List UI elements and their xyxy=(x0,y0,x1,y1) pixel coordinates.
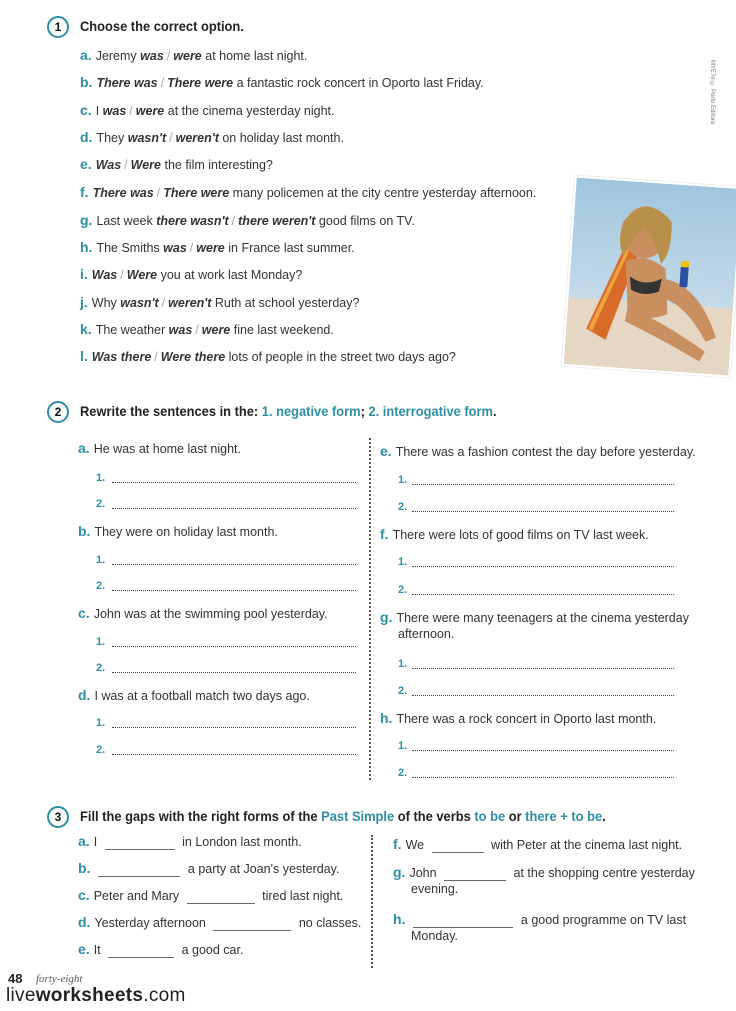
option-2[interactable]: were xyxy=(201,323,231,337)
item-letter: b. xyxy=(78,860,91,876)
answer-line-2[interactable] xyxy=(112,590,356,591)
answer-line-2[interactable] xyxy=(112,508,356,509)
answer-line-2[interactable] xyxy=(412,594,674,595)
exercise-3-title-or: or xyxy=(505,808,526,824)
brand-logo xyxy=(6,985,186,1007)
exercise-3-title xyxy=(80,808,606,824)
sentence-text: They were on holiday last month. xyxy=(94,525,278,539)
item-letter: g. xyxy=(393,864,406,880)
option-1[interactable]: there wasn't xyxy=(156,214,229,228)
answer-gap[interactable] xyxy=(432,838,484,853)
item-text-after: fine last weekend. xyxy=(230,323,334,337)
exercise-3-item xyxy=(78,914,361,931)
exercise-2-title-separator: ; xyxy=(360,403,369,419)
item-letter: j. xyxy=(80,294,88,310)
option-1[interactable]: wasn't xyxy=(127,131,167,145)
item-text-after: in London last month. xyxy=(178,835,302,849)
exercise-3-title-there-to-be: there + to be xyxy=(525,808,603,824)
exercise-1-number: 1 xyxy=(47,16,69,38)
item-text-before: We xyxy=(405,838,428,852)
item-text-after: with Peter at the cinema last night. xyxy=(487,838,683,852)
item-letter: e. xyxy=(80,156,92,172)
answer-label-1: 1. xyxy=(398,556,408,568)
item-letter: i. xyxy=(80,266,88,282)
exercise-1-title: Choose the correct option. xyxy=(80,18,244,34)
exercise-3-number: 3 xyxy=(47,806,69,828)
exercise-1-item xyxy=(80,212,415,228)
option-1[interactable]: was xyxy=(168,323,193,337)
exercise-2-sentence xyxy=(78,605,328,621)
item-text-before: It xyxy=(93,943,105,957)
option-2[interactable]: Were there xyxy=(160,350,226,364)
item-letter: b. xyxy=(80,74,93,90)
item-letter: c. xyxy=(80,102,92,118)
exercise-3-item xyxy=(78,887,343,904)
item-letter: a. xyxy=(78,833,90,849)
option-separator: / xyxy=(195,323,199,337)
item-text-after: Ruth at school yesterday? xyxy=(211,296,360,310)
answer-line-2[interactable] xyxy=(112,754,356,755)
item-letter: h. xyxy=(393,911,406,927)
item-text-after: a good programme on TV last xyxy=(517,913,687,927)
option-1[interactable]: There was xyxy=(96,76,158,90)
answer-gap[interactable] xyxy=(213,916,291,931)
exercise-1-item xyxy=(80,156,273,172)
item-letter: d. xyxy=(78,914,91,930)
item-text-after: a fantastic rock concert in Oporto last Friday. xyxy=(233,76,484,90)
item-text-continued: evening. xyxy=(411,882,459,896)
option-separator: / xyxy=(160,76,165,90)
option-2[interactable]: weren't xyxy=(175,131,219,145)
item-letter: a. xyxy=(80,47,92,63)
item-letter: c. xyxy=(78,887,90,903)
sentence-letter: e. xyxy=(380,443,392,459)
answer-label-1: 1. xyxy=(96,554,106,566)
exercise-2-sentence xyxy=(380,609,689,625)
option-2[interactable]: were xyxy=(196,241,225,255)
exercise-3-item xyxy=(78,833,302,850)
page-number-words: forty-eight xyxy=(36,973,83,985)
exercise-2-title-interrogative: 2. interrogative form xyxy=(368,403,494,419)
answer-label-2: 2. xyxy=(398,501,408,513)
photo-girl-on-beach xyxy=(562,175,736,377)
exercise-1-item xyxy=(80,294,359,310)
option-1[interactable]: was xyxy=(102,104,127,118)
item-letter: f. xyxy=(80,184,89,200)
item-text-after: a party at Joan's yesterday. xyxy=(184,862,340,876)
answer-label-2: 2. xyxy=(398,685,408,697)
answer-gap[interactable] xyxy=(108,943,174,958)
exercise-1-item xyxy=(80,74,484,90)
answer-gap[interactable] xyxy=(98,862,180,877)
item-letter: g. xyxy=(80,212,93,228)
item-text-before: Last week xyxy=(96,214,157,228)
item-letter: e. xyxy=(78,941,90,957)
exercise-1-item xyxy=(80,129,344,145)
beach-photo-illustration xyxy=(564,177,736,375)
exercise-2-sentence xyxy=(380,443,696,459)
exercise-3-title-past-simple: Past Simple xyxy=(321,808,395,824)
item-text-before: I xyxy=(95,104,103,118)
option-separator: / xyxy=(129,104,133,118)
item-text-before: Why xyxy=(91,296,121,310)
sentence-letter: d. xyxy=(78,687,91,703)
option-separator: / xyxy=(156,186,161,200)
item-text-before: Peter and Mary xyxy=(93,889,183,903)
item-text-after: lots of people in the street two days ago? xyxy=(225,350,456,364)
item-text-continued: Monday. xyxy=(411,929,459,943)
exercise-2-sentence xyxy=(78,440,241,456)
item-text-before: The Smiths xyxy=(96,241,164,255)
answer-label-1: 1. xyxy=(96,717,106,729)
answer-line-1[interactable] xyxy=(412,484,674,485)
sentence-letter: g. xyxy=(380,609,393,625)
item-text-after: in France last summer. xyxy=(224,241,355,255)
item-text-after: many policemen at the city centre yesterday afternoon. xyxy=(229,186,537,200)
exercise-2-sentence xyxy=(78,523,278,539)
exercise-2-title-text: Rewrite the sentences in the: xyxy=(80,403,262,419)
item-letter: f. xyxy=(393,836,402,852)
option-separator: / xyxy=(161,296,166,310)
exercise-3-title-text: Fill the gaps with the right forms of the xyxy=(80,808,322,824)
item-text-after: at the shopping centre yesterday xyxy=(510,866,695,880)
exercise-3-column-divider xyxy=(371,835,373,968)
option-separator: / xyxy=(169,131,173,145)
answer-gap[interactable] xyxy=(187,889,255,904)
answer-line-1[interactable] xyxy=(412,668,674,669)
exercise-1-item xyxy=(80,239,355,255)
sentence-text: There were many teenagers at the cinema yesterday xyxy=(396,611,689,625)
item-text-after: the film interesting? xyxy=(161,158,273,172)
answer-line-1[interactable] xyxy=(412,566,674,567)
item-text-after: no classes. xyxy=(295,916,362,930)
exercise-2-title-end: . xyxy=(493,403,497,419)
option-2[interactable]: weren't xyxy=(168,296,212,310)
exercise-3-title-mid: of the verbs xyxy=(394,808,475,824)
answer-label-2: 2. xyxy=(96,580,106,592)
option-2[interactable]: there weren't xyxy=(238,214,316,228)
option-1[interactable]: Was there xyxy=(91,350,152,364)
item-text-before: Jeremy xyxy=(95,49,141,63)
exercise-2-sentence xyxy=(380,710,656,726)
copyright-side-text: MYE7e © Porto Editora xyxy=(709,60,715,125)
option-2[interactable]: There were xyxy=(167,76,234,90)
exercise-2-sentence xyxy=(380,526,649,542)
option-1[interactable]: wasn't xyxy=(120,296,159,310)
item-letter: k. xyxy=(80,321,92,337)
sentence-letter: h. xyxy=(380,710,393,726)
exercise-3-item xyxy=(78,860,339,877)
item-text-after: good films on TV. xyxy=(315,214,415,228)
option-separator: / xyxy=(120,268,124,282)
exercise-2-sentence xyxy=(78,687,310,703)
option-1[interactable]: Was xyxy=(91,268,118,282)
option-2[interactable]: There were xyxy=(163,186,230,200)
option-separator: / xyxy=(124,158,128,172)
option-1[interactable]: There was xyxy=(92,186,154,200)
sentence-text: There was a rock concert in Oporto last month. xyxy=(396,712,657,726)
exercise-3-item xyxy=(393,911,686,928)
exercise-3-item xyxy=(78,941,243,958)
sentence-letter: f. xyxy=(380,526,389,542)
option-2[interactable]: were xyxy=(135,104,165,118)
exercise-3-item-continued xyxy=(411,882,458,896)
item-letter: d. xyxy=(80,129,93,145)
item-text-before: Yesterday afternoon xyxy=(94,916,210,930)
option-separator: / xyxy=(154,350,158,364)
option-2[interactable]: Were xyxy=(130,158,161,172)
answer-line-1[interactable] xyxy=(112,727,356,728)
answer-label-1: 1. xyxy=(398,740,408,752)
answer-label-1: 1. xyxy=(96,472,106,484)
exercise-1-item xyxy=(80,184,536,200)
exercise-3-title-to-be: to be xyxy=(474,808,506,824)
sentence-text: There were lots of good films on TV last week. xyxy=(392,528,649,542)
answer-label-1: 1. xyxy=(398,658,408,670)
item-text-after: a good car. xyxy=(178,943,244,957)
item-text-before: The weather xyxy=(95,323,169,337)
sentence-text: He was at home last night. xyxy=(93,442,241,456)
answer-line-1[interactable] xyxy=(412,750,674,751)
answer-label-2: 2. xyxy=(398,767,408,779)
answer-line-2[interactable] xyxy=(112,672,356,673)
sentence-letter: c. xyxy=(78,605,90,621)
answer-line-2[interactable] xyxy=(412,777,674,778)
answer-label-2: 2. xyxy=(96,498,106,510)
answer-gap[interactable] xyxy=(444,866,506,881)
exercise-1-item xyxy=(80,348,456,364)
brand-pre: live xyxy=(6,985,36,1006)
item-text-before: They xyxy=(96,131,128,145)
item-text-after: on holiday last month. xyxy=(218,131,344,145)
option-separator: / xyxy=(231,214,236,228)
option-2[interactable]: were xyxy=(173,49,202,63)
exercise-1-item xyxy=(80,102,335,118)
item-text-after: at the cinema yesterday night. xyxy=(164,104,335,118)
option-2[interactable]: Were xyxy=(126,268,158,282)
exercise-2-title xyxy=(80,403,497,419)
exercise-3-item xyxy=(393,836,682,853)
page-number: 48 xyxy=(8,971,23,986)
exercise-1-item xyxy=(80,321,334,337)
option-1[interactable]: was xyxy=(163,241,187,255)
item-letter: l. xyxy=(80,348,88,364)
answer-gap[interactable] xyxy=(413,913,513,928)
answer-line-2[interactable] xyxy=(412,695,674,696)
option-1[interactable]: was xyxy=(140,49,164,63)
item-text-after: at home last night. xyxy=(201,49,308,63)
answer-line-1[interactable] xyxy=(112,646,356,647)
sentence-text: There was a fashion contest the day before yesterday. xyxy=(395,445,696,459)
sentence-text-continued: afternoon. xyxy=(398,627,455,641)
exercise-1-item xyxy=(80,47,307,63)
brand-post: .com xyxy=(143,985,186,1006)
answer-label-1: 1. xyxy=(398,474,408,486)
item-letter: h. xyxy=(80,239,93,255)
exercise-2-column-divider xyxy=(369,438,371,780)
exercise-3-item-continued xyxy=(411,929,458,943)
exercise-3-item xyxy=(393,864,695,881)
item-text-before: John xyxy=(409,866,441,880)
option-separator: / xyxy=(166,49,171,63)
answer-gap[interactable] xyxy=(105,835,175,850)
exercise-3-title-end: . xyxy=(602,808,606,824)
sentence-text: I was at a football match two days ago. xyxy=(94,689,310,703)
answer-line-1[interactable] xyxy=(112,564,356,565)
answer-label-2: 2. xyxy=(398,584,408,596)
sentence-letter: b. xyxy=(78,523,91,539)
answer-label-1: 1. xyxy=(96,636,106,648)
answer-label-2: 2. xyxy=(96,662,106,674)
exercise-1-item xyxy=(80,266,302,282)
exercise-2-sentence-continued xyxy=(398,627,454,641)
sentence-letter: a. xyxy=(78,440,90,456)
exercise-2-number: 2 xyxy=(47,401,69,423)
answer-label-2: 2. xyxy=(96,744,106,756)
answer-line-1[interactable] xyxy=(112,482,356,483)
answer-line-2[interactable] xyxy=(412,511,674,512)
sentence-text: John was at the swimming pool yesterday. xyxy=(93,607,328,621)
brand-bold: worksheets xyxy=(35,985,144,1006)
option-separator: / xyxy=(189,241,194,255)
item-text-after: you at work last Monday? xyxy=(157,268,303,282)
item-text-after: tired last night. xyxy=(258,889,344,903)
option-1[interactable]: Was xyxy=(95,158,122,172)
item-text-before: I xyxy=(93,835,101,849)
exercise-2-title-negative: 1. negative form xyxy=(261,403,361,419)
